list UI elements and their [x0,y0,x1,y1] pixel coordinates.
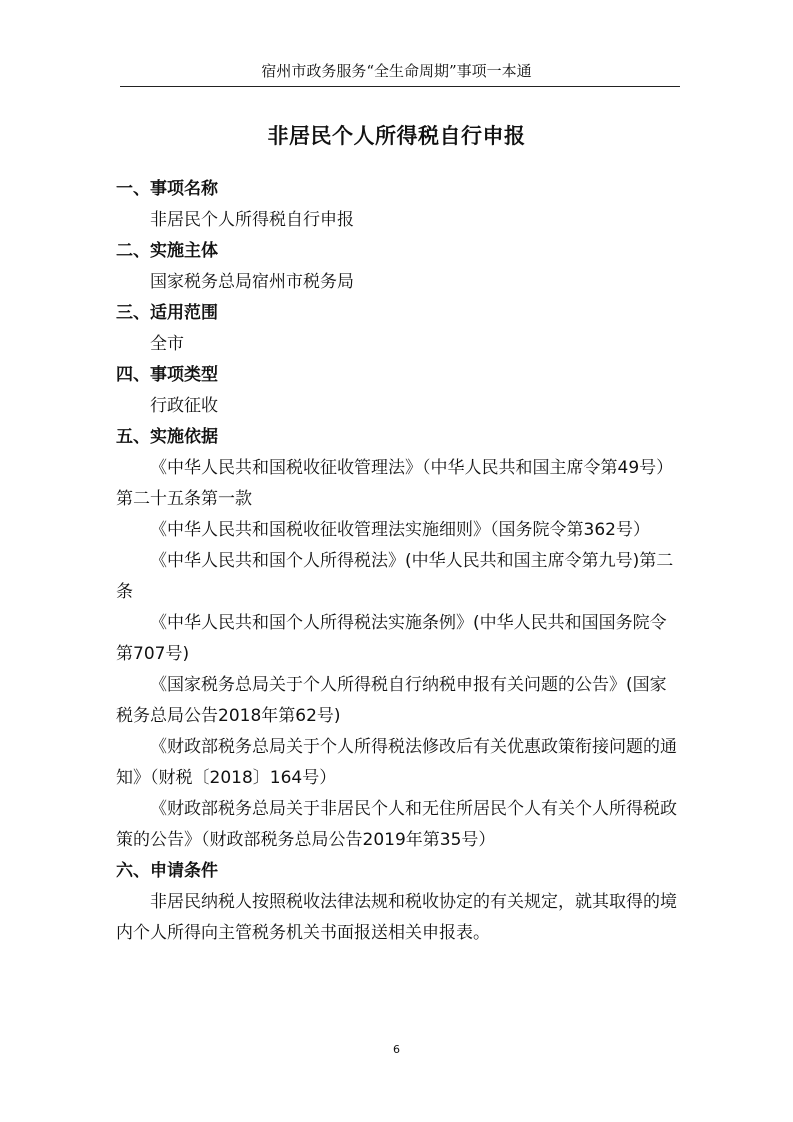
document-body [116,174,682,949]
section-heading-subject: 二、实施主体 [116,241,218,261]
section-text-scope: 全市 [150,334,184,354]
basis-item: 《中华人民共和国税收征收管理法》（中华人民共和国主席令第49号）第二十五条第一款 [116,458,674,509]
document-title: 非居民个人所得税自行申报 [267,124,526,148]
section-heading-basis: 五、实施依据 [116,427,218,447]
page-header: 宿州市政务服务“全生命周期”事项一本通 [261,62,532,80]
basis-item: 《中华人民共和国税收征收管理法实施细则》（国务院令第362号） [150,520,650,540]
basis-item: 《财政部税务总局关于非居民个人和无住所居民个人有关个人所得税政策的公告》（财政部税务总局公告2019年第35号） [116,799,677,850]
section-heading-type: 四、事项类型 [116,365,218,385]
section-text-subject: 国家税务总局宿州市税务局 [150,272,354,292]
section-heading-scope: 三、适用范围 [116,303,218,323]
header-rule [120,86,680,87]
page-number: 6 [393,1043,400,1056]
section-text-conditions: 非居民纳税人按照税收法律法规和税收协定的有关规定，就其取得的境内个人所得向主管税务机关书面报送相关申报表。 [116,892,677,943]
section-heading-conditions: 六、申请条件 [116,861,218,881]
section-text-type: 行政征收 [150,396,218,416]
section-heading-item-name: 一、事项名称 [116,179,218,199]
basis-item: 《中华人民共和国个人所得税法实施条例》(中华人民共和国国务院令第707号) [116,613,667,664]
basis-item: 《国家税务总局关于个人所得税自行纳税申报有关问题的公告》(国家税务总局公告2018年第62号) [116,675,667,726]
basis-item: 《财政部税务总局关于个人所得税法修改后有关优惠政策衔接问题的通知》（财税〔2018〕164号） [116,737,677,788]
section-text-item-name: 非居民个人所得税自行申报 [150,210,354,230]
basis-list [116,453,682,856]
basis-item: 《中华人民共和国个人所得税法》(中华人民共和国主席令第九号)第二条 [116,551,674,602]
